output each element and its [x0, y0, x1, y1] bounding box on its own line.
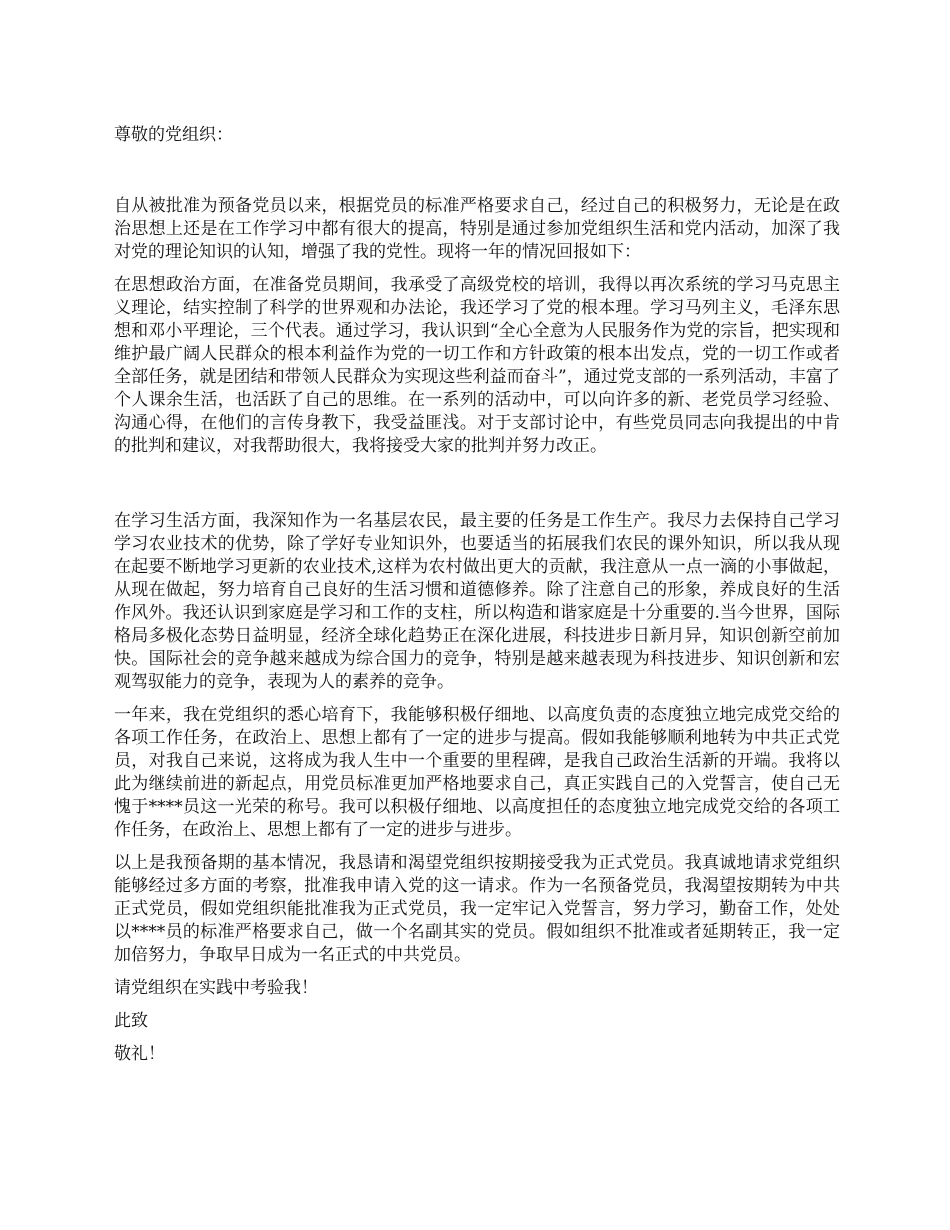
paragraph-intro: 自从被批准为预备党员以来，根据党员的标准严格要求自己，经过自己的积极努力，无论是在政治思想上还是在工作学习中都有很大的提高，特别是通过参加党组织生活和党内活动，加深了我对党的理论知识的认知，增强了我的党性。现将一年的情况回报如下：	[114, 196, 840, 262]
paragraph-study-life: 在学习生活方面，我深知作为一名基层农民，最主要的任务是工作生产。我尽力去保持自己学习学习农业技术的优势，除了学好专业知识外，也要适当的拓展我们农民的课外知识，所以我从现在起要不断地学习更新的农业技术,这样为农村做出更大的贡献，我注意从一点一滴的小事做起，从现在做起，努力培育自己良好的生活习惯和道德修养。除了注意自己的形象，养成良好的生活作风外。我还认识到家庭是学习和工作的支柱，所以构造和谐家庭是十分重要的.当今世界，国际格局多极化态势日益明显，经济全球化趋势正在深化进展，科技进步日新月异，知识创新空前加快。国际社会的竞争越来越成为综合国力的竞争，特别是越来越表现为科技进步、知识创新和宏观驾驭能力的竞争，表现为人的素养的竞争。	[114, 511, 840, 692]
paragraph-test-me: 请党组织在实践中考验我！	[114, 978, 318, 998]
paragraph-political: 在思想政治方面，在准备党员期间，我承受了高级党校的培训，我得以再次系统的学习马克思主义理论，结实控制了科学的世界观和办法论，我还学习了党的根本理。学习马列主义，毛泽东思想和邓小平理论，三个代表。通过学习，我认识到“全心全意为人民服务作为党的宗旨，把实现和维护最广阔人民群众的根本利益作为党的一切工作和方针政策的根本出发点，党的一切工作或者全部任务，就是团结和带领人民群众为实现这些利益而奋斗”，通过党支部的一系列活动，丰富了个人课余生活，也活跃了自己的思维。在一系列的活动中，可以向许多的新、老党员学习经验、沟通心得，在他们的言传身教下，我受益匪浅。对于支部讨论中，有些党员同志向我提出的中肯的批判和建议，对我帮助很大，我将接受大家的批判并努力改正。	[114, 275, 840, 456]
paragraph-request: 以上是我预备期的基本情况，我恳请和渴望党组织按期接受我为正式党员。我真诚地请求党组织能够经过多方面的考察，批准我申请入党的这一请求。作为一名预备党员，我渴望按期转为中共正式党员，假如党组织能批准我为正式党员，我一定牢记入党誓言，努力学习，勤奋工作，处处以****员的标准严格要求自己，做一个名副其实的党员。假如组织不批准或者延期转正，我一定加倍努力，争取早日成为一名正式的中共党员。	[114, 853, 840, 965]
closing-cizhi: 此致	[114, 1011, 148, 1031]
paragraph-year-review: 一年来，我在党组织的悉心培育下，我能够积极仔细地、以高度负责的态度独立地完成党交给的各项工作任务，在政治上、思想上都有了一定的进步与提高。假如我能够顺利地转为中共正式党员，对我自己来说，这将成为我人生中一个重要的里程碑，是我自己政治生活新的开端。我将以此为继续前进的新起点，用党员标准更加严格地要求自己，真正实践自己的入党誓言，使自己无愧于****员这一光荣的称号。我可以积极仔细地、以高度担任的态度独立地完成党交给的各项工作任务，在政治上、思想上都有了一定的进步与进步。	[114, 705, 840, 840]
letter-body	[114, 124, 840, 1076]
closing-jingli: 敬礼！	[114, 1044, 165, 1064]
salutation: 尊敬的党组织：	[114, 125, 233, 145]
